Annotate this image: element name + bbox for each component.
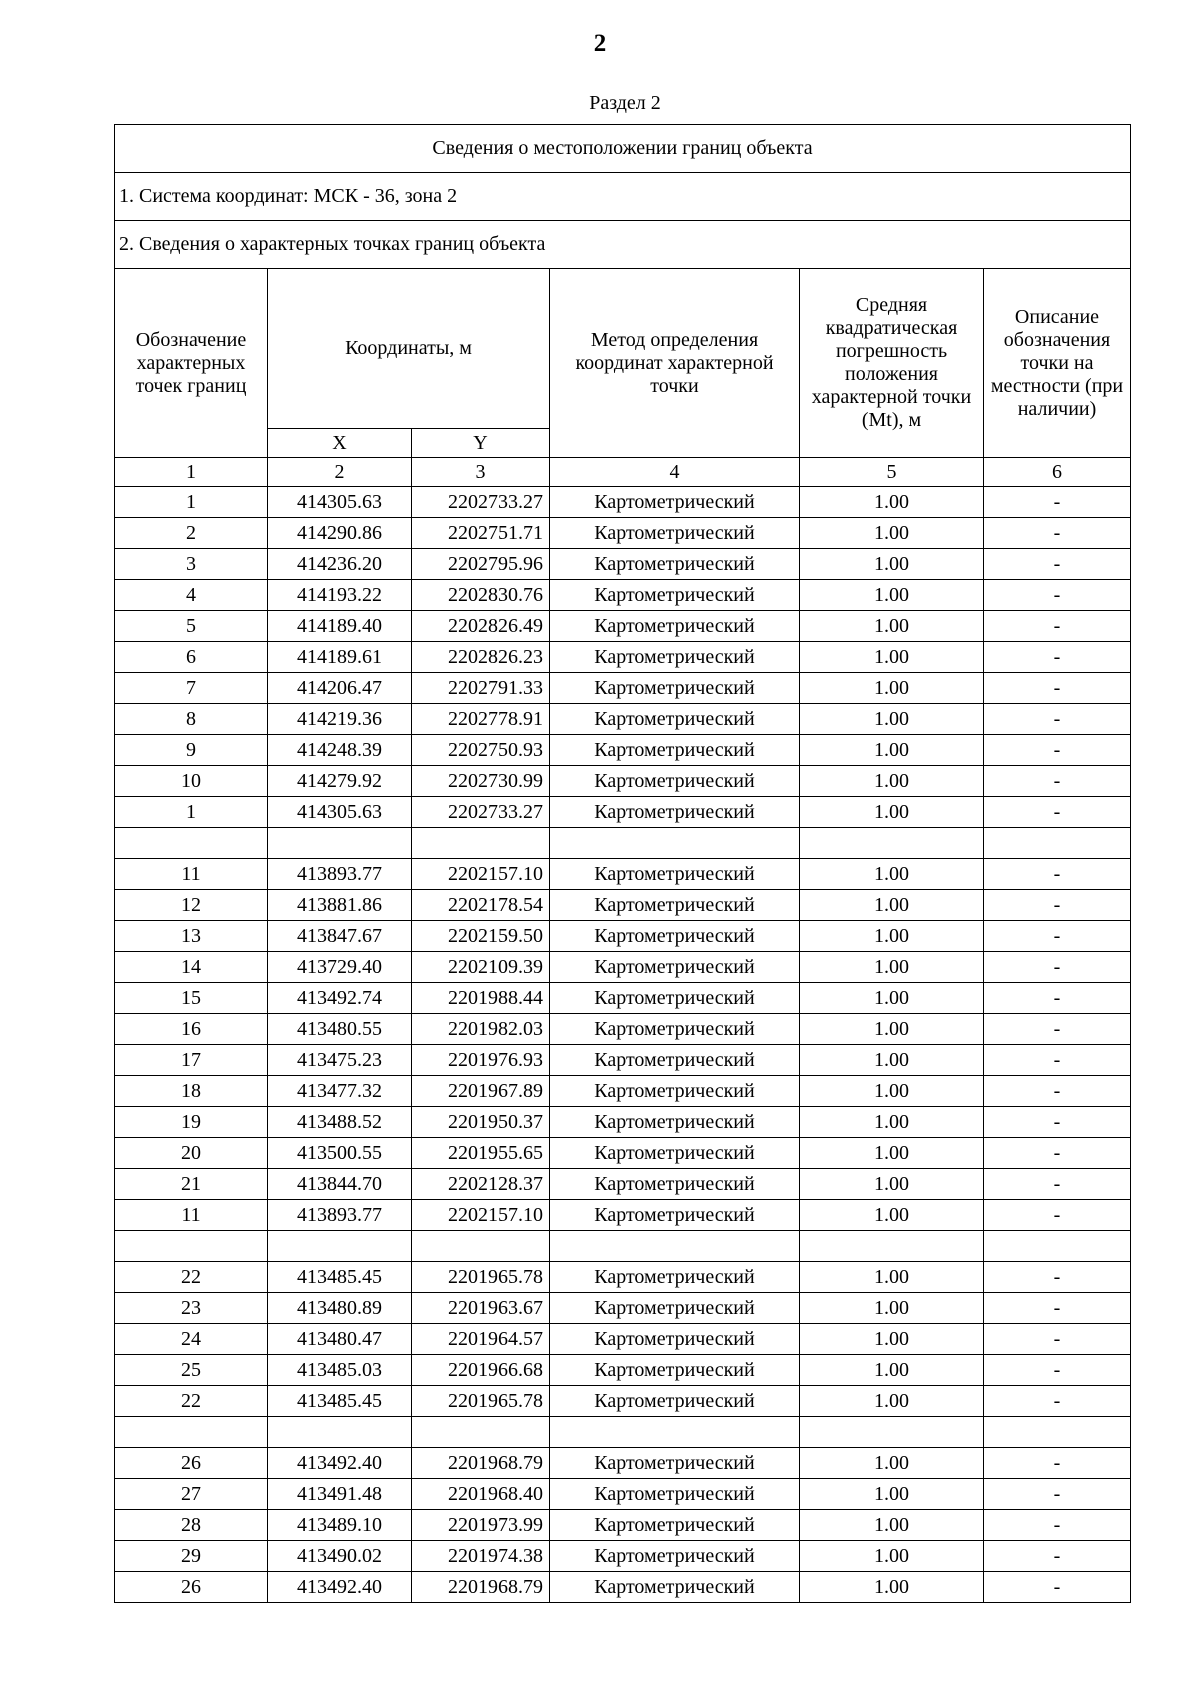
coord-system-row: 1. Система координат: МСК - 36, зона 2	[115, 173, 1131, 221]
error-cell: 1.00	[800, 1293, 984, 1324]
description-cell: -	[984, 580, 1131, 611]
description-cell: -	[984, 611, 1131, 642]
table-row	[115, 642, 1131, 673]
error-cell: 1.00	[800, 1107, 984, 1138]
point-id-cell: 27	[115, 1479, 268, 1510]
x-coord-cell: 413490.02	[268, 1541, 412, 1572]
method-cell: Картометрический	[550, 1541, 800, 1572]
point-id-cell: 4	[115, 580, 268, 611]
description-cell: -	[984, 1355, 1131, 1386]
point-id-cell: 9	[115, 735, 268, 766]
method-cell: Картометрический	[550, 735, 800, 766]
table-row	[115, 1510, 1131, 1541]
description-cell: -	[984, 1014, 1131, 1045]
point-id-cell: 17	[115, 1045, 268, 1076]
x-coord-cell: 413492.74	[268, 983, 412, 1014]
point-id-cell: 10	[115, 766, 268, 797]
method-cell: Картометрический	[550, 1479, 800, 1510]
method-cell: Картометрический	[550, 549, 800, 580]
x-coord-cell: 414189.40	[268, 611, 412, 642]
error-cell: 1.00	[800, 518, 984, 549]
table-row	[115, 890, 1131, 921]
method-cell: Картометрический	[550, 921, 800, 952]
x-coord-cell: 413492.40	[268, 1572, 412, 1603]
error-cell: 1.00	[800, 1541, 984, 1572]
y-coord-cell: 2201965.78	[412, 1262, 550, 1293]
description-cell: -	[984, 1045, 1131, 1076]
method-cell: Картометрический	[550, 1510, 800, 1541]
method-cell: Картометрический	[550, 611, 800, 642]
column-number: 1	[115, 458, 268, 487]
description-cell: -	[984, 549, 1131, 580]
header-description: Описание обозначения точки на местности (при наличии)	[984, 269, 1131, 458]
point-id-cell: 5	[115, 611, 268, 642]
y-coord-cell: 2201964.57	[412, 1324, 550, 1355]
error-cell: 1.00	[800, 549, 984, 580]
table-row	[115, 673, 1131, 704]
description-cell: -	[984, 952, 1131, 983]
empty-cell	[800, 828, 984, 859]
y-coord-cell: 2201973.99	[412, 1510, 550, 1541]
x-coord-cell: 414193.22	[268, 580, 412, 611]
table-row	[115, 1107, 1131, 1138]
error-cell: 1.00	[800, 1262, 984, 1293]
x-coord-cell: 413485.03	[268, 1355, 412, 1386]
column-number: 3	[412, 458, 550, 487]
error-cell: 1.00	[800, 1138, 984, 1169]
table-row	[115, 983, 1131, 1014]
x-coord-cell: 414290.86	[268, 518, 412, 549]
x-coord-cell: 414219.36	[268, 704, 412, 735]
description-cell: -	[984, 1510, 1131, 1541]
point-id-cell: 23	[115, 1293, 268, 1324]
empty-cell	[412, 1417, 550, 1448]
point-id-cell: 15	[115, 983, 268, 1014]
description-cell: -	[984, 518, 1131, 549]
x-coord-cell: 413893.77	[268, 859, 412, 890]
x-coord-cell: 413480.55	[268, 1014, 412, 1045]
description-cell: -	[984, 1293, 1131, 1324]
point-id-cell: 14	[115, 952, 268, 983]
x-coord-cell: 413844.70	[268, 1169, 412, 1200]
error-cell: 1.00	[800, 1355, 984, 1386]
column-number: 4	[550, 458, 800, 487]
table-row	[115, 1293, 1131, 1324]
y-coord-cell: 2201976.93	[412, 1045, 550, 1076]
table-row	[115, 1572, 1131, 1603]
x-coord-cell: 413485.45	[268, 1386, 412, 1417]
y-coord-cell: 2202128.37	[412, 1169, 550, 1200]
point-id-cell: 6	[115, 642, 268, 673]
error-cell: 1.00	[800, 983, 984, 1014]
method-cell: Картометрический	[550, 1138, 800, 1169]
method-cell: Картометрический	[550, 1045, 800, 1076]
point-id-cell: 12	[115, 890, 268, 921]
error-cell: 1.00	[800, 1448, 984, 1479]
point-id-cell: 20	[115, 1138, 268, 1169]
point-id-cell: 26	[115, 1448, 268, 1479]
method-cell: Картометрический	[550, 1572, 800, 1603]
y-coord-cell: 2201968.40	[412, 1479, 550, 1510]
method-cell: Картометрический	[550, 487, 800, 518]
empty-cell	[550, 1231, 800, 1262]
description-cell: -	[984, 1076, 1131, 1107]
y-coord-cell: 2202157.10	[412, 1200, 550, 1231]
y-coord-cell: 2202791.33	[412, 673, 550, 704]
y-coord-cell: 2202830.76	[412, 580, 550, 611]
description-cell: -	[984, 673, 1131, 704]
table-row	[115, 766, 1131, 797]
error-cell: 1.00	[800, 766, 984, 797]
point-id-cell: 29	[115, 1541, 268, 1572]
y-coord-cell: 2202733.27	[412, 487, 550, 518]
empty-cell	[550, 828, 800, 859]
y-coord-cell: 2201963.67	[412, 1293, 550, 1324]
empty-cell	[115, 828, 268, 859]
empty-cell	[984, 1417, 1131, 1448]
column-numbers-row	[115, 458, 1131, 487]
description-cell: -	[984, 1541, 1131, 1572]
x-coord-cell: 414305.63	[268, 797, 412, 828]
y-coord-cell: 2201967.89	[412, 1076, 550, 1107]
empty-cell	[984, 828, 1131, 859]
header-coordinates: Координаты, м	[268, 269, 550, 429]
x-coord-cell: 414248.39	[268, 735, 412, 766]
table-row	[115, 1479, 1131, 1510]
error-cell: 1.00	[800, 1510, 984, 1541]
method-cell: Картометрический	[550, 1448, 800, 1479]
method-cell: Картометрический	[550, 1076, 800, 1107]
error-cell: 1.00	[800, 704, 984, 735]
table-row	[115, 1200, 1131, 1231]
error-cell: 1.00	[800, 797, 984, 828]
table-row	[115, 704, 1131, 735]
point-id-cell: 28	[115, 1510, 268, 1541]
description-cell: -	[984, 1138, 1131, 1169]
x-coord-cell: 414189.61	[268, 642, 412, 673]
error-cell: 1.00	[800, 890, 984, 921]
table-row	[115, 1262, 1131, 1293]
point-id-cell: 1	[115, 487, 268, 518]
column-number: 5	[800, 458, 984, 487]
description-cell: -	[984, 859, 1131, 890]
table-row	[115, 1541, 1131, 1572]
column-number: 6	[984, 458, 1131, 487]
error-cell: 1.00	[800, 1014, 984, 1045]
column-number: 2	[268, 458, 412, 487]
description-cell: -	[984, 1107, 1131, 1138]
error-cell: 1.00	[800, 611, 984, 642]
point-id-cell: 18	[115, 1076, 268, 1107]
empty-cell	[268, 1417, 412, 1448]
method-cell: Картометрический	[550, 1107, 800, 1138]
header-method: Метод определения координат характерной точки	[550, 269, 800, 458]
group-separator-row	[115, 1231, 1131, 1262]
table-row	[115, 859, 1131, 890]
x-coord-cell: 413491.48	[268, 1479, 412, 1510]
x-coord-cell: 413847.67	[268, 921, 412, 952]
y-coord-cell: 2201965.78	[412, 1386, 550, 1417]
y-coord-cell: 2202159.50	[412, 921, 550, 952]
table-row	[115, 1386, 1131, 1417]
description-cell: -	[984, 797, 1131, 828]
description-cell: -	[984, 487, 1131, 518]
x-coord-cell: 413881.86	[268, 890, 412, 921]
method-cell: Картометрический	[550, 580, 800, 611]
error-cell: 1.00	[800, 1386, 984, 1417]
table-title: Сведения о местоположении границ объекта	[115, 125, 1131, 173]
method-cell: Картометрический	[550, 859, 800, 890]
section-label: Раздел 2	[589, 92, 661, 114]
empty-cell	[412, 828, 550, 859]
error-cell: 1.00	[800, 1045, 984, 1076]
page-number: 2	[593, 30, 607, 57]
error-cell: 1.00	[800, 1076, 984, 1107]
point-id-cell: 24	[115, 1324, 268, 1355]
y-coord-cell: 2202826.23	[412, 642, 550, 673]
empty-cell	[412, 1231, 550, 1262]
empty-cell	[115, 1231, 268, 1262]
header-y: Y	[412, 429, 550, 458]
point-id-cell: 21	[115, 1169, 268, 1200]
description-cell: -	[984, 921, 1131, 952]
table-row	[115, 1076, 1131, 1107]
description-cell: -	[984, 1448, 1131, 1479]
y-coord-cell: 2202109.39	[412, 952, 550, 983]
error-cell: 1.00	[800, 1324, 984, 1355]
table-row	[115, 580, 1131, 611]
error-cell: 1.00	[800, 487, 984, 518]
method-cell: Картометрический	[550, 642, 800, 673]
x-coord-cell: 413893.77	[268, 1200, 412, 1231]
y-coord-cell: 2202178.54	[412, 890, 550, 921]
description-cell: -	[984, 1169, 1131, 1200]
description-cell: -	[984, 1386, 1131, 1417]
method-cell: Картометрический	[550, 890, 800, 921]
method-cell: Картометрический	[550, 1355, 800, 1386]
method-cell: Картометрический	[550, 1293, 800, 1324]
y-coord-cell: 2201974.38	[412, 1541, 550, 1572]
empty-cell	[984, 1231, 1131, 1262]
y-coord-cell: 2201955.65	[412, 1138, 550, 1169]
method-cell: Картометрический	[550, 1386, 800, 1417]
description-cell: -	[984, 1479, 1131, 1510]
x-coord-cell: 413500.55	[268, 1138, 412, 1169]
error-cell: 1.00	[800, 952, 984, 983]
point-id-cell: 11	[115, 1200, 268, 1231]
empty-cell	[550, 1417, 800, 1448]
x-coord-cell: 413480.89	[268, 1293, 412, 1324]
point-id-cell: 13	[115, 921, 268, 952]
point-id-cell: 25	[115, 1355, 268, 1386]
x-coord-cell: 414279.92	[268, 766, 412, 797]
point-id-cell: 22	[115, 1386, 268, 1417]
x-coord-cell: 413485.45	[268, 1262, 412, 1293]
table-row	[115, 1448, 1131, 1479]
point-id-cell: 26	[115, 1572, 268, 1603]
boundary-points-table	[114, 124, 1131, 1603]
header-mean-error: Средняя квадратическая погрешность положения характерной точки (Mt), м	[800, 269, 984, 458]
error-cell: 1.00	[800, 1200, 984, 1231]
x-coord-cell: 414236.20	[268, 549, 412, 580]
header-x: X	[268, 429, 412, 458]
description-cell: -	[984, 983, 1131, 1014]
y-coord-cell: 2202778.91	[412, 704, 550, 735]
error-cell: 1.00	[800, 580, 984, 611]
description-cell: -	[984, 1262, 1131, 1293]
error-cell: 1.00	[800, 735, 984, 766]
method-cell: Картометрический	[550, 766, 800, 797]
method-cell: Картометрический	[550, 952, 800, 983]
method-cell: Картометрический	[550, 797, 800, 828]
description-cell: -	[984, 735, 1131, 766]
y-coord-cell: 2201968.79	[412, 1448, 550, 1479]
table-row	[115, 1138, 1131, 1169]
method-cell: Картометрический	[550, 673, 800, 704]
error-cell: 1.00	[800, 642, 984, 673]
method-cell: Картометрический	[550, 1200, 800, 1231]
method-cell: Картометрический	[550, 1169, 800, 1200]
point-id-cell: 7	[115, 673, 268, 704]
group-separator-row	[115, 1417, 1131, 1448]
empty-cell	[800, 1231, 984, 1262]
table-row	[115, 487, 1131, 518]
y-coord-cell: 2201968.79	[412, 1572, 550, 1603]
description-cell: -	[984, 1572, 1131, 1603]
error-cell: 1.00	[800, 673, 984, 704]
y-coord-cell: 2201950.37	[412, 1107, 550, 1138]
description-cell: -	[984, 1324, 1131, 1355]
points-heading-row: 2. Сведения о характерных точках границ объекта	[115, 221, 1131, 269]
y-coord-cell: 2202730.99	[412, 766, 550, 797]
description-cell: -	[984, 1200, 1131, 1231]
error-cell: 1.00	[800, 1169, 984, 1200]
table-row	[115, 952, 1131, 983]
point-id-cell: 8	[115, 704, 268, 735]
x-coord-cell: 413477.32	[268, 1076, 412, 1107]
table-row	[115, 921, 1131, 952]
y-coord-cell: 2202795.96	[412, 549, 550, 580]
point-id-cell: 2	[115, 518, 268, 549]
table-row	[115, 1045, 1131, 1076]
description-cell: -	[984, 704, 1131, 735]
y-coord-cell: 2201988.44	[412, 983, 550, 1014]
error-cell: 1.00	[800, 1572, 984, 1603]
group-separator-row	[115, 828, 1131, 859]
method-cell: Картометрический	[550, 704, 800, 735]
header-point-designation: Обозначение характерных точек границ	[115, 269, 268, 458]
error-cell: 1.00	[800, 859, 984, 890]
table-row	[115, 1169, 1131, 1200]
table-row	[115, 1355, 1131, 1386]
empty-cell	[800, 1417, 984, 1448]
x-coord-cell: 414305.63	[268, 487, 412, 518]
table-row	[115, 735, 1131, 766]
x-coord-cell: 413488.52	[268, 1107, 412, 1138]
method-cell: Картометрический	[550, 1324, 800, 1355]
y-coord-cell: 2202733.27	[412, 797, 550, 828]
error-cell: 1.00	[800, 921, 984, 952]
point-id-cell: 3	[115, 549, 268, 580]
table-row	[115, 611, 1131, 642]
error-cell: 1.00	[800, 1479, 984, 1510]
method-cell: Картометрический	[550, 518, 800, 549]
x-coord-cell: 413492.40	[268, 1448, 412, 1479]
y-coord-cell: 2201966.68	[412, 1355, 550, 1386]
method-cell: Картометрический	[550, 983, 800, 1014]
y-coord-cell: 2202157.10	[412, 859, 550, 890]
point-id-cell: 16	[115, 1014, 268, 1045]
x-coord-cell: 413489.10	[268, 1510, 412, 1541]
table-row	[115, 1324, 1131, 1355]
empty-cell	[268, 828, 412, 859]
point-id-cell: 11	[115, 859, 268, 890]
point-id-cell: 1	[115, 797, 268, 828]
method-cell: Картометрический	[550, 1014, 800, 1045]
table-row	[115, 797, 1131, 828]
empty-cell	[115, 1417, 268, 1448]
method-cell: Картометрический	[550, 1262, 800, 1293]
x-coord-cell: 414206.47	[268, 673, 412, 704]
description-cell: -	[984, 766, 1131, 797]
x-coord-cell: 413475.23	[268, 1045, 412, 1076]
empty-cell	[268, 1231, 412, 1262]
y-coord-cell: 2202826.49	[412, 611, 550, 642]
x-coord-cell: 413480.47	[268, 1324, 412, 1355]
table-row	[115, 549, 1131, 580]
point-id-cell: 19	[115, 1107, 268, 1138]
x-coord-cell: 413729.40	[268, 952, 412, 983]
table-row	[115, 518, 1131, 549]
y-coord-cell: 2202750.93	[412, 735, 550, 766]
table-row	[115, 1014, 1131, 1045]
point-id-cell: 22	[115, 1262, 268, 1293]
description-cell: -	[984, 890, 1131, 921]
y-coord-cell: 2201982.03	[412, 1014, 550, 1045]
description-cell: -	[984, 642, 1131, 673]
y-coord-cell: 2202751.71	[412, 518, 550, 549]
